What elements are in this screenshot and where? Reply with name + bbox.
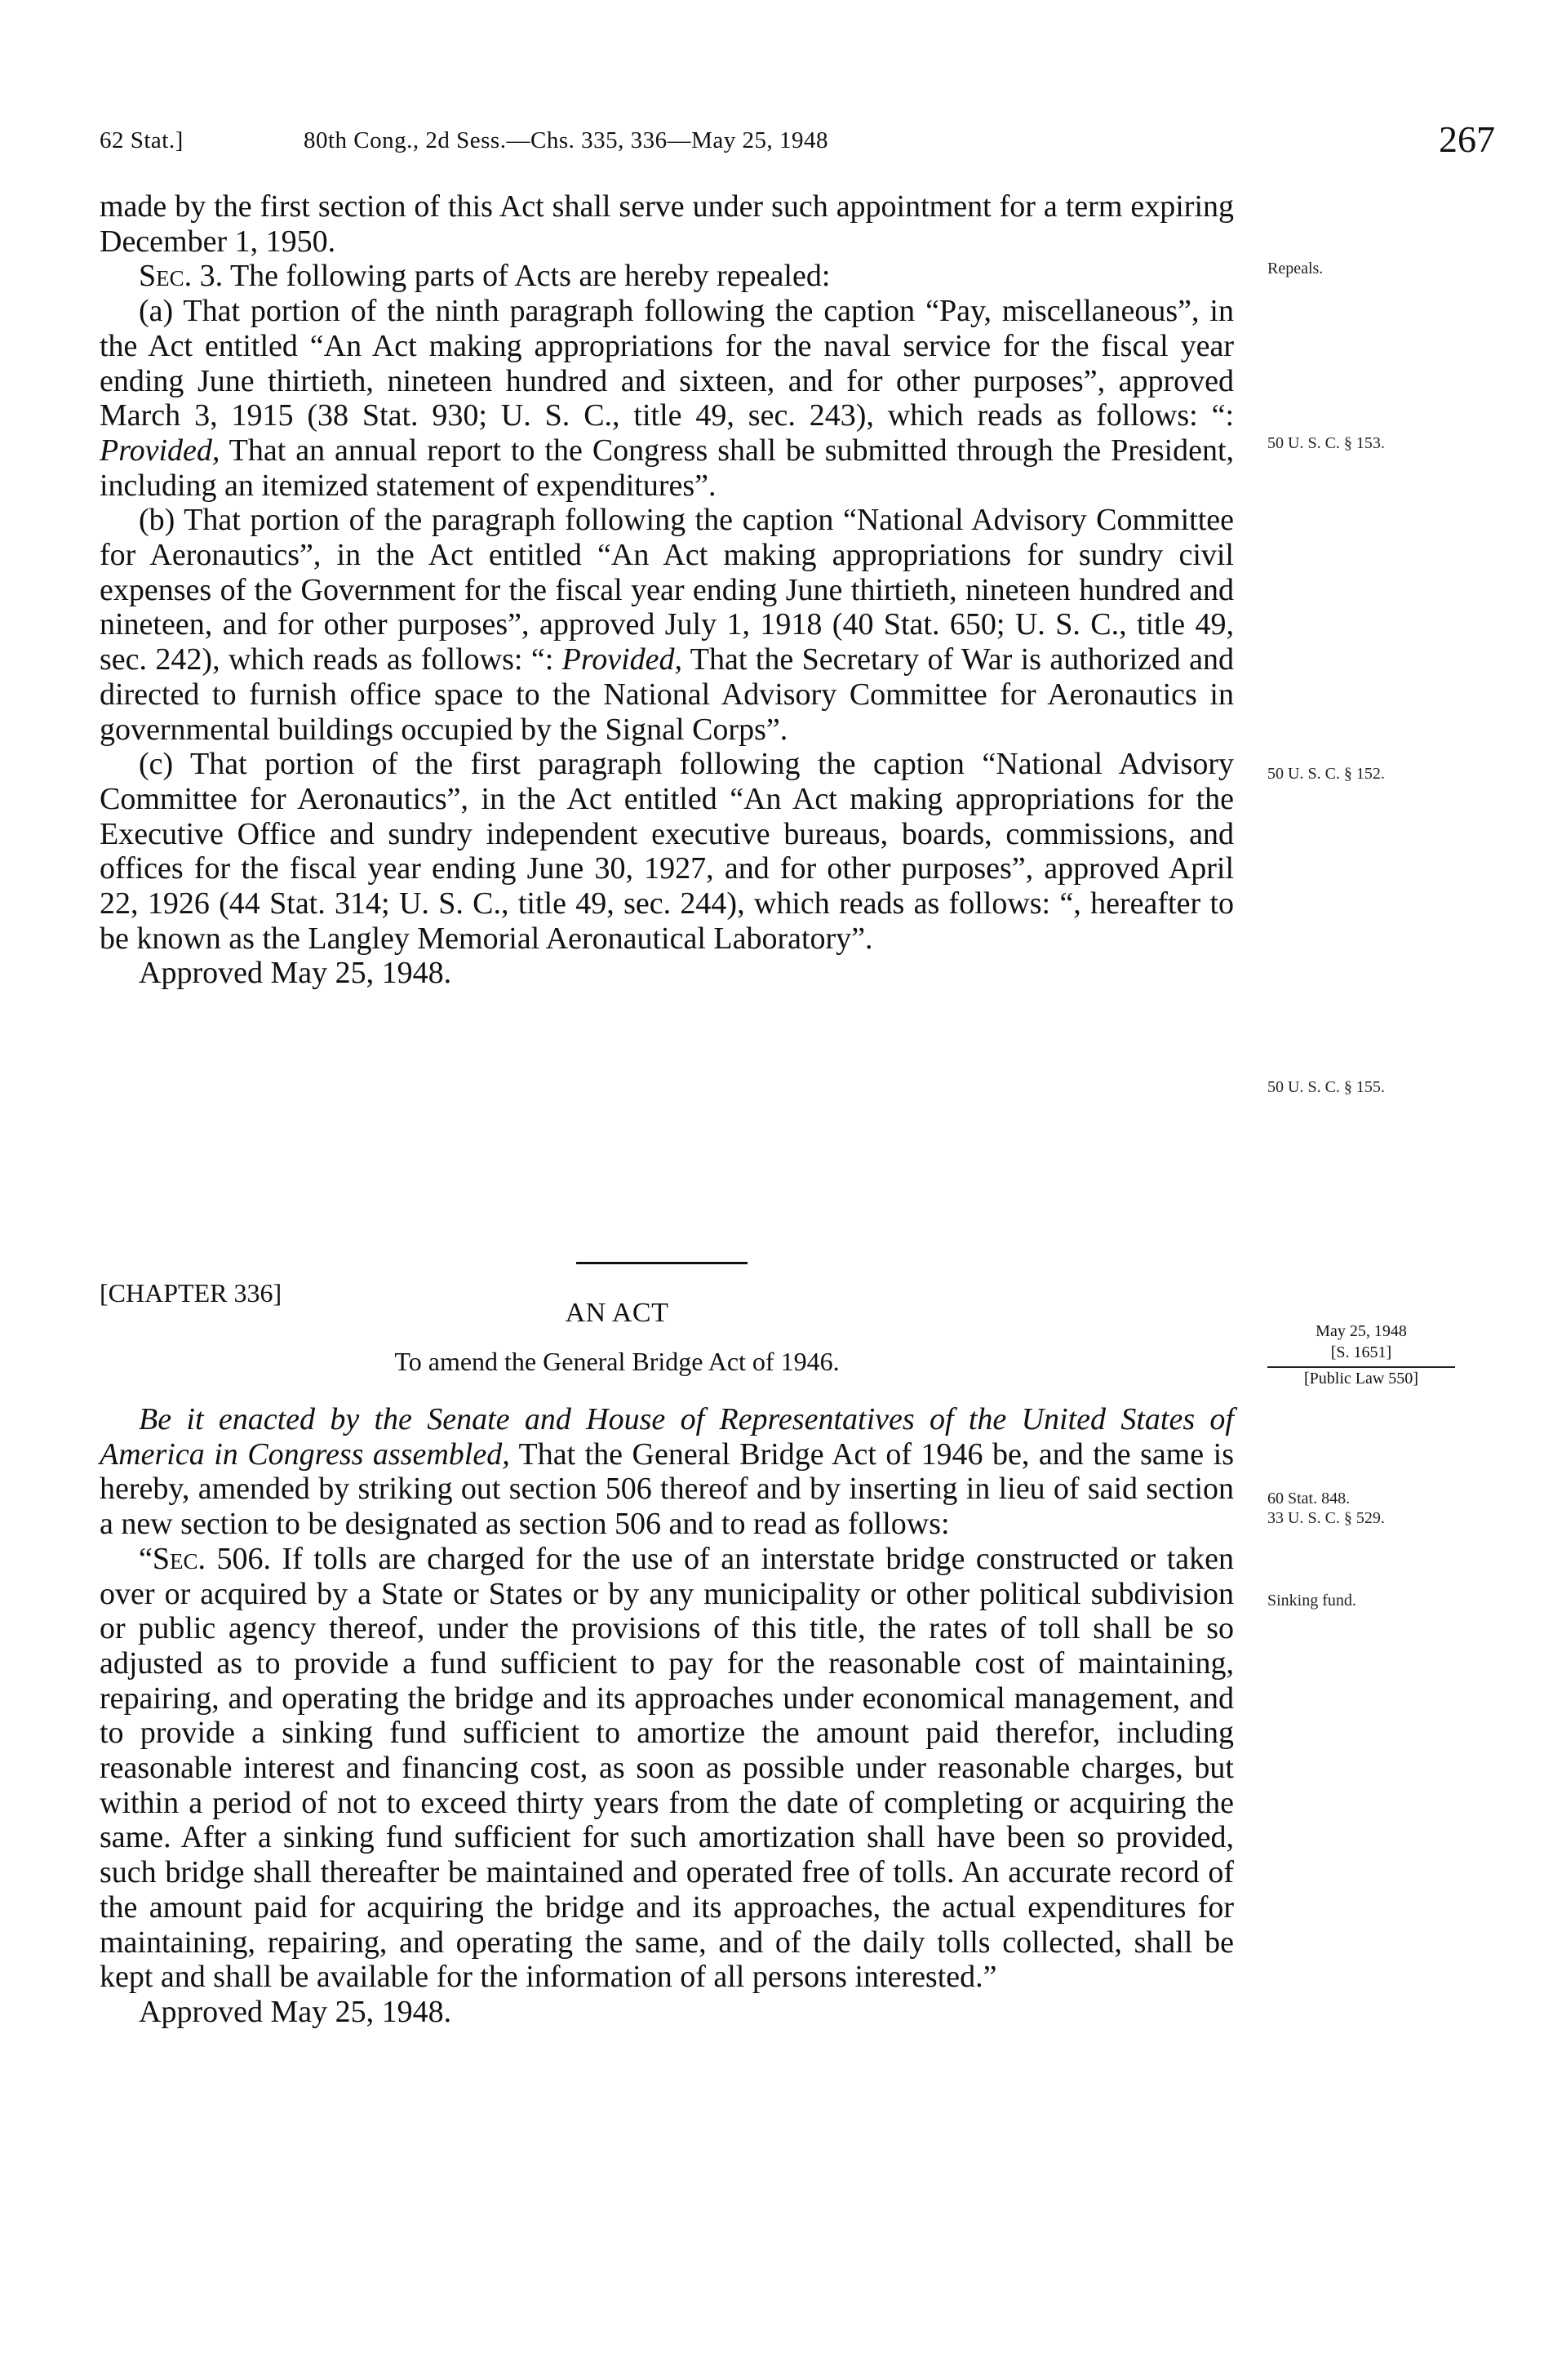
sidenote-bill: [S. 1651] <box>1330 1343 1392 1361</box>
enacting-clause <box>100 1402 1234 1542</box>
paragraph-b <box>100 503 1234 747</box>
provided-italic: Provided, <box>100 433 220 468</box>
sec-3-text: 3. The following parts of Acts are hereby repealed: <box>192 259 831 294</box>
margin-note-usc-153: 50 U. S. C. § 153. <box>1267 434 1385 452</box>
sidenote-law: [Public Law 550] <box>1304 1370 1418 1388</box>
paragraph-b-rest: That the Secretary of War is authorized and directed to furnish office space to the National Advisory Committee for Aeronautics in governmental buildings occupied by the Signal Corps”. <box>100 642 1235 747</box>
chapter-336-text <box>100 1402 1234 2030</box>
page-header <box>100 118 1495 170</box>
sidenote-date: May 25, 1948 <box>1316 1322 1407 1340</box>
provided-italic: Provided, <box>561 642 683 677</box>
section-506 <box>100 1542 1234 1995</box>
sec-506-label: “Sec. <box>139 1541 206 1576</box>
paragraph-a-text: (a) That portion of the ninth paragraph following the caption “Pay, miscellaneous”, in the Act entitled “An Act making appropriations for the naval service for the fiscal year ending June thirtieth, nineteen hundred and sixteen, and for other purposes”, approved March 3, 1915 (38 Stat. 930; U. S. C., title 49, sec. 243), which reads as follows: “: <box>100 294 1234 433</box>
margin-note-repeals: Repeals. <box>1267 260 1324 278</box>
enactment-sidenote <box>1267 1321 1455 1388</box>
continuation-paragraph: made by the first section of this Act shall serve under such appointment for a term expiring December 1, 1950. <box>100 189 1234 259</box>
chapter-335-text <box>100 189 1234 991</box>
paragraph-c: (c) That portion of the first paragraph following the caption “National Advisory Committee for Aeronautics”, in the Act entitled “An Act making appropriations for the Executive Office and sundry independent executive bureaus, boards, commissions, and offices for the fiscal year ending June 30, 1927, and for other purposes”, approved April 22, 1926 (44 Stat. 314; U. S. C., title 49, sec. 244), which reads as follows: “, hereafter to be known as the Langley Memorial Aeronautical Laboratory”. <box>100 747 1234 956</box>
approval-line-2: Approved May 25, 1948. <box>139 1994 452 2029</box>
stat-reference: 62 Stat.] <box>100 127 184 153</box>
chapter-label: [CHAPTER 336] <box>100 1278 282 1308</box>
page-number: 267 <box>1439 118 1495 160</box>
approval-line: Approved May 25, 1948. <box>139 956 452 991</box>
enacting-italic: Be it enacted by the Senate and House of Representatives of the United States of America in Congress assembled, <box>100 1402 1234 1472</box>
sec-label: Sec. <box>139 259 193 294</box>
margin-note-usc-155: 50 U. S. C. § 155. <box>1267 1078 1385 1096</box>
margin-note-sinking-fund: Sinking fund. <box>1267 1592 1356 1610</box>
act-subtitle: To amend the General Bridge Act of 1946. <box>394 1347 840 1376</box>
sec-506-text: 506. If tolls are charged for the use of an interstate bridge constructed or taken over or acquired by a State or States or by any municipality or other political subdivision or public agency thereof, under the provisions of this title, the rates of toll shall be so adjusted as to provide a fund sufficient to pay for the reasonable cost of maintaining, repairing, and operating the bridge and its approaches under economical management, and to provide a sinking fund sufficient to amortize the amount paid therefor, including reasonable interest and financing cost, as soon as possible under reasonable charges, but within a period of not to exceed thirty years from the date of completing or acquiring the same. After a sinking fund sufficient for such amortization shall have been so provided, such bridge shall thereafter be maintained and operated free of tolls. An accurate record of the amount paid for acquiring the bridge and its approaches, the actual expenditures for maintaining, repairing, and operating the same, and of the daily tolls collected, shall be kept and shall be available for the information of all persons interested.” <box>100 1541 1234 1995</box>
section-3-heading <box>100 259 1234 294</box>
paragraph-b-text: (b) That portion of the paragraph following the caption “National Advisory Committee for Aeronautics”, in the Act entitled “An Act making appropriations for sundry civil expenses of the Government for the fiscal year ending June thirtieth, nineteen hundred and nineteen, and for other purposes”, approved July 1, 1918 (40 Stat. 650; U. S. C., title 49, sec. 242), which reads as follows: “: <box>100 503 1234 677</box>
session-reference: 80th Cong., 2d Sess.—Chs. 335, 336—May 25, 1948 <box>304 127 829 153</box>
margin-note-usc-152: 50 U. S. C. § 152. <box>1267 765 1385 783</box>
act-title: AN ACT <box>565 1298 669 1328</box>
enacting-rest: That the General Bridge Act of 1946 be, and the same is hereby, amended by striking out section 506 thereof and by inserting in lieu of said section a new section to be designated as section 506 and to read as follows: <box>100 1436 1234 1542</box>
paragraph-a-rest: That an annual report to the Congress shall be submitted through the President, including an itemized statement of expenditures”. <box>100 433 1234 503</box>
paragraph-a <box>100 294 1234 503</box>
section-divider <box>576 1262 748 1264</box>
margin-note-usc-529: 33 U. S. C. § 529. <box>1267 1509 1385 1527</box>
margin-note-stat-848: 60 Stat. 848. <box>1267 1490 1351 1507</box>
